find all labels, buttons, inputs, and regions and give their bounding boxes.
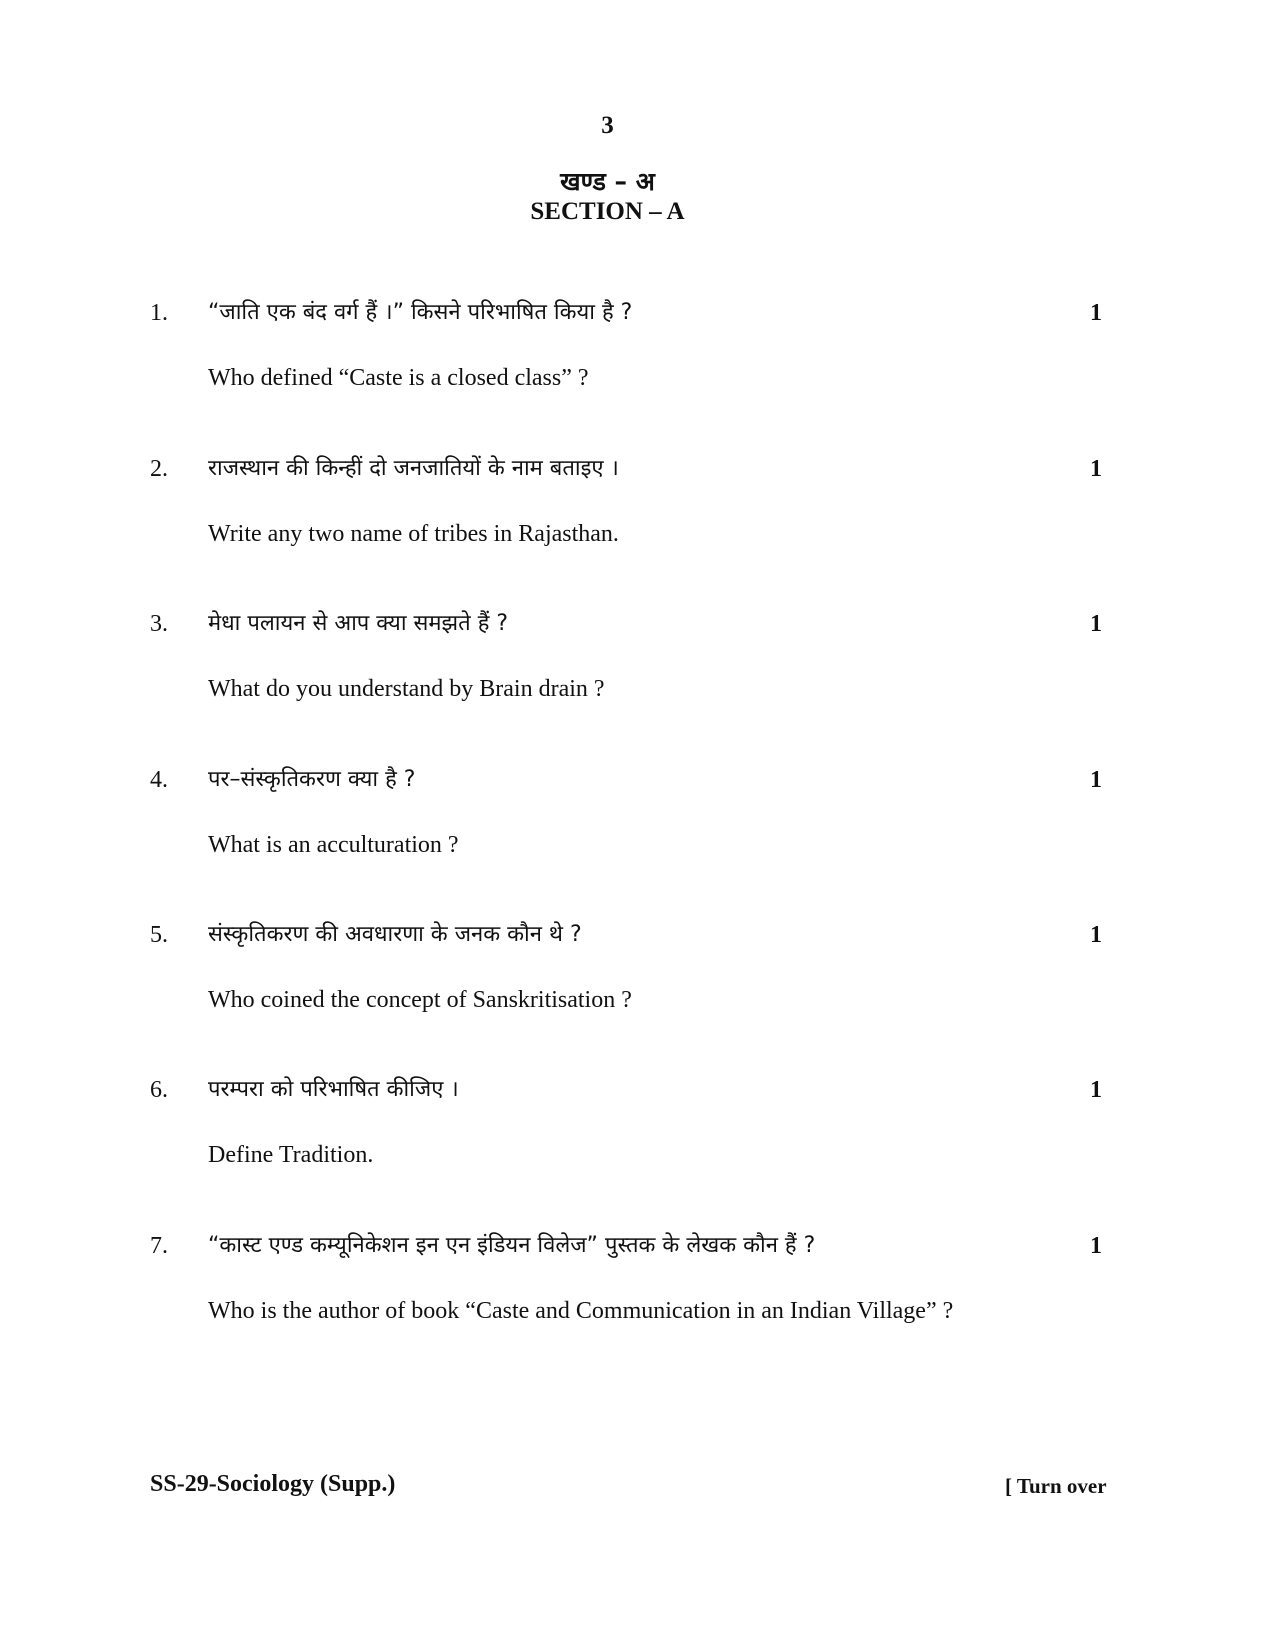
question-marks: 1: [1090, 922, 1102, 948]
question-number: 4.: [150, 767, 168, 793]
footer-turn-over: [ Turn over: [1005, 1474, 1107, 1498]
question-text-english: Who is the author of book “Caste and Communication in an Indian Village” ?: [208, 1298, 954, 1324]
question-text-english: Write any two name of tribes in Rajasthan.: [208, 521, 619, 547]
question-number: 1.: [150, 300, 168, 326]
question-text-english: What do you understand by Brain drain ?: [208, 676, 605, 702]
question-number: 6.: [150, 1077, 168, 1103]
question-text-hindi: पर–संस्कृतिकरण क्या है ?: [208, 767, 416, 792]
question-marks: 1: [1090, 611, 1102, 637]
question-text-hindi: “कास्ट एण्ड कम्यूनिकेशन इन एन इंडियन विलेज” पुस्तक के लेखक कौन हैं ?: [208, 1233, 816, 1258]
question-text-hindi: संस्कृतिकरण की अवधारणा के जनक कौन थे ?: [208, 922, 582, 947]
question-number: 7.: [150, 1233, 168, 1259]
question-text-english: Who coined the concept of Sanskritisation ?: [208, 987, 632, 1013]
question-text-english: Define Tradition.: [208, 1142, 374, 1168]
question-text-hindi: परम्परा को परिभाषित कीजिए ।: [208, 1077, 459, 1102]
question-marks: 1: [1090, 1077, 1102, 1103]
question-marks: 1: [1090, 767, 1102, 793]
question-text-hindi: “जाति एक बंद वर्ग हैं ।” किसने परिभाषित किया है ?: [208, 300, 633, 325]
question-number: 3.: [150, 611, 168, 637]
question-marks: 1: [1090, 1233, 1102, 1259]
question-marks: 1: [1090, 300, 1102, 326]
question-marks: 1: [1090, 456, 1102, 482]
question-text-hindi: मेधा पलायन से आप क्या समझते हैं ?: [208, 611, 509, 636]
question-text-english: Who defined “Caste is a closed class” ?: [208, 365, 589, 391]
question-text-english: What is an acculturation ?: [208, 832, 459, 858]
question-number: 2.: [150, 456, 168, 482]
question-text-hindi: राजस्थान की किन्हीं दो जनजातियों के नाम बताइए ।: [208, 456, 619, 481]
section-title-hindi: खण्ड – अ: [560, 167, 655, 196]
page-number: 3: [601, 112, 614, 139]
footer-paper-code: SS-29-Sociology (Supp.): [150, 1471, 396, 1497]
question-number: 5.: [150, 922, 168, 948]
section-title-english: SECTION – A: [530, 198, 685, 225]
